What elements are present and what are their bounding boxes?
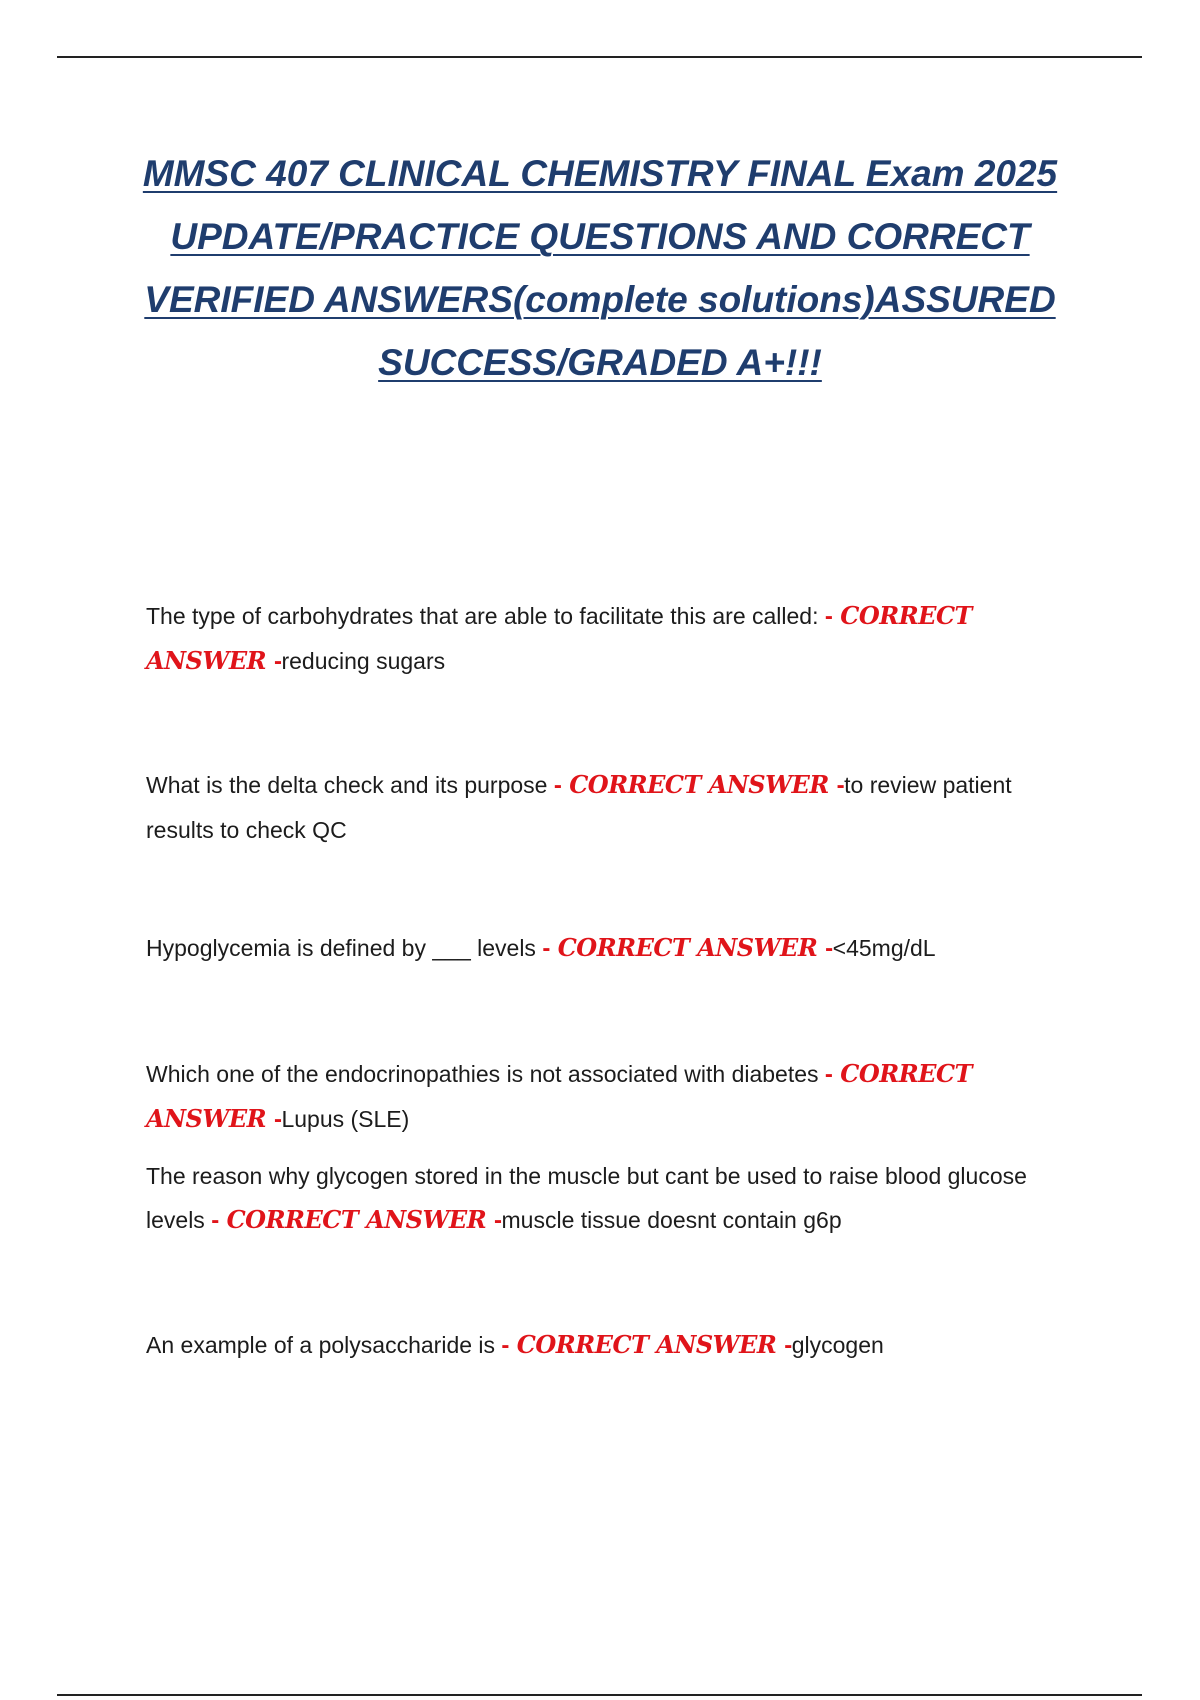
question-text: What is the delta check and its purpose bbox=[146, 772, 554, 798]
question-text: Hypoglycemia is defined by ___ levels bbox=[146, 935, 543, 961]
qa-item bbox=[146, 763, 1076, 852]
question-text: The reason why glycogen stored in the muscle but cant be used to raise blood glucose levels bbox=[146, 1163, 1027, 1233]
question-text: The type of carbohydrates that are able to facilitate this are called: bbox=[146, 603, 825, 629]
answer-text: Lupus (SLE) bbox=[281, 1106, 410, 1132]
qa-item bbox=[146, 1154, 1076, 1243]
answer-tag: - CORRECT ANSWER - bbox=[542, 933, 833, 962]
answer-tag: - CORRECT ANSWER - bbox=[501, 1330, 792, 1359]
question-text: An example of a polysaccharide is bbox=[146, 1332, 502, 1358]
qa-item bbox=[146, 1323, 1076, 1368]
qa-item bbox=[146, 594, 1076, 684]
answer-tag: - CORRECT ANSWER - bbox=[146, 601, 972, 675]
answer-text: glycogen bbox=[791, 1332, 884, 1358]
answer-tag: - CORRECT ANSWER - bbox=[146, 1059, 972, 1133]
answer-text: <45mg/dL bbox=[832, 935, 936, 961]
qa-item bbox=[146, 1052, 1076, 1142]
answer-text: to review patient results to check QC bbox=[146, 772, 1012, 843]
answer-text: reducing sugars bbox=[281, 648, 446, 674]
document-title: MMSC 407 CLINICAL CHEMISTRY FINAL Exam 2025 UPDATE/PRACTICE QUESTIONS AND CORRECT VERIFIED ANSWERS(complete solutions)ASSURED SUCCESS/GRADED A+!!! bbox=[142, 153, 1058, 383]
answer-text: muscle tissue doesnt contain g6p bbox=[501, 1207, 842, 1233]
answer-tag: - CORRECT ANSWER - bbox=[211, 1205, 502, 1234]
top-rule bbox=[57, 56, 1142, 58]
qa-item bbox=[146, 926, 1076, 971]
bottom-rule bbox=[57, 1694, 1142, 1696]
answer-tag: - CORRECT ANSWER - bbox=[553, 770, 845, 799]
question-text: Which one of the endocrinopathies is not associated with diabetes bbox=[146, 1061, 825, 1087]
